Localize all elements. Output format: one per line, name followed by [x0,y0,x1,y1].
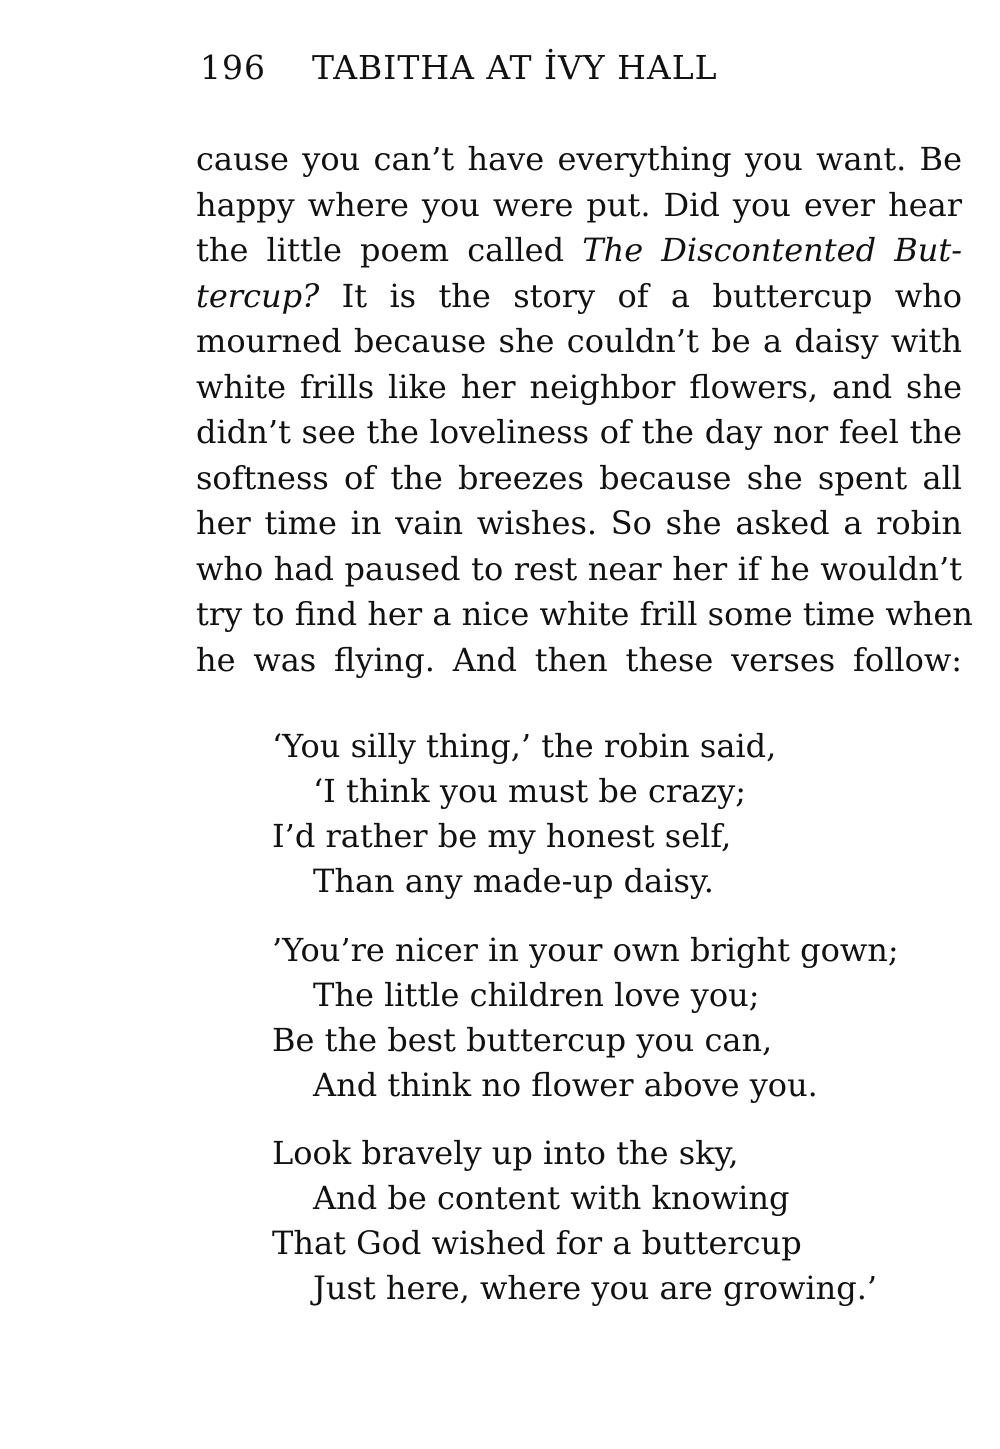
running-head [200,48,900,98]
stanza-2-line-3: Be the best buttercup you can, [272,1021,773,1059]
stanza-2-line-2: The little children love you; [313,976,760,1014]
prose-line-3 [196,230,962,270]
prose-line-4 [196,276,962,316]
stanza-2-line-4: And think no flower above you. [313,1066,818,1104]
stanza-3-line-4: Just here, where you are growing.’ [313,1269,878,1307]
prose-line-10: who had paused to rest near her if he wouldn’t [196,550,962,588]
prose-line-8: softness of the breezes because she spent all [196,459,962,497]
prose-line-4-text: It is the story of a buttercup who [319,277,962,315]
prose-line-11: try to find her a nice white frill some time when [196,595,973,633]
stanza-2-line-1: ’You’re nicer in your own bright gown; [272,931,899,969]
stanza-1-line-3: I’d rather be my honest self, [272,817,732,855]
stanza-3-line-2: And be content with knowing [313,1179,790,1217]
stanza-3-line-3: That God wished for a buttercup [272,1224,802,1262]
prose-line-6: white frills like her neighbor flowers, and she [196,368,962,406]
prose-line-2: happy where you were put. Did you ever hear [196,186,962,224]
stanza-1-line-4: Than any made-up daisy. [313,862,714,900]
prose-line-9: her time in vain wishes. So she asked a robin [196,504,962,542]
prose-line-1: cause you can’t have everything you want. Be [196,140,962,178]
stanza-1-line-1: ‘You silly thing,’ the robin said, [272,727,777,765]
poem-title-part-2: tercup? [196,277,320,315]
prose-line-5: mourned because she couldn’t be a daisy with [196,322,962,360]
page-number: 196 [200,48,266,87]
prose-line-3-text: the little poem called [196,231,583,269]
running-title: TABITHA AT İVY HALL [312,48,718,87]
prose-line-7: didn’t see the loveliness of the day nor feel the [196,413,962,451]
stanza-1-line-2: ‘I think you must be crazy; [313,772,746,810]
prose-line-12: he was flying. And then these verses follow: [196,641,962,679]
stanza-3-line-1: Look bravely up into the sky, [272,1134,739,1172]
poem-title-part-1: The Discontented But- [582,231,963,269]
